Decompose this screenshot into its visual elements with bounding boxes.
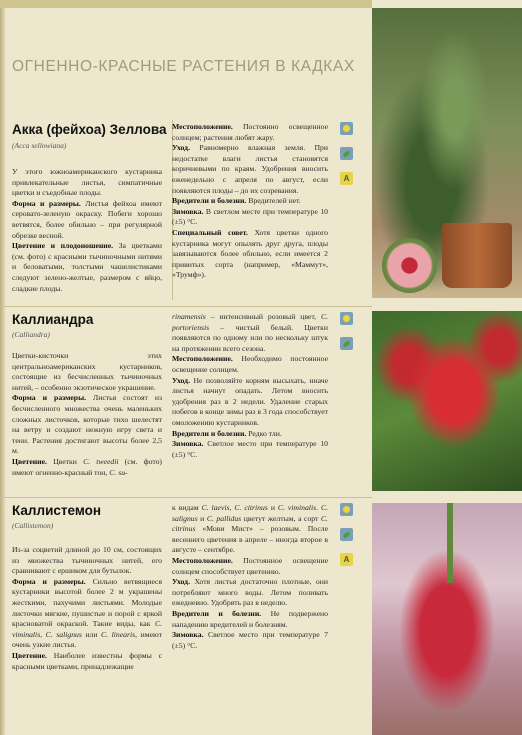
text: – чистый белый. Цветки появляются по одному или по нескольку штук на протяжении всего сезона. <box>172 322 328 353</box>
text-cvet-b: (см. фото) имеют огненно-красный тон, <box>12 456 162 477</box>
label-forma: Форма и размеры. <box>12 198 81 208</box>
species-name: C. laevis <box>201 503 230 512</box>
flower-stem <box>447 503 453 583</box>
leaf-icon <box>340 147 353 160</box>
section-title-calliandra: Каллиандра <box>12 312 94 327</box>
species-name: C. citrinus <box>234 503 268 512</box>
label-zima: Зимовка. <box>172 439 204 449</box>
text: , имеют очень узкие листья. <box>12 629 162 650</box>
difficulty-a-icon: A <box>340 553 353 566</box>
label-zima: Зимовка. <box>172 206 204 216</box>
text-cvet-a: Цветки <box>53 456 84 466</box>
sun-icon <box>340 122 353 135</box>
icon-column-callistemon <box>340 503 358 578</box>
text-sovet: Хотя цветки одного кустарника могут опылять друг друга, плоды завязываются более обильно, если имеется 2 привитых сорта (например, «Маммут», «Трумф»). <box>172 227 328 280</box>
text: . <box>316 503 321 512</box>
page-spine-shadow <box>0 0 6 735</box>
label-mesto: Местоположение. <box>172 555 233 565</box>
text-mesto: Постоянное освещение солнцем способствует цветению. <box>172 555 329 576</box>
text-cvet: За цветками (см. фото) с красными тычиночными нитями и беловатыми, толстыми чашелистиками следуют зелено-желтые, размером с яйцо, сладкие плоды. <box>12 241 163 293</box>
species-name: C. viminalis <box>277 503 317 512</box>
intro-text: У этого южноамериканского кустарника привлекательные листья, симпатичные цветки и съедобные плоды. <box>12 167 162 198</box>
species-name: C. citrinus <box>172 513 328 534</box>
latin-name-calliandra: (Calliandra) <box>12 330 50 339</box>
text: , <box>229 503 235 512</box>
text: – интенсивный розовый цвет, <box>205 312 321 321</box>
species-name: C. salignus <box>172 503 329 523</box>
sun-icon <box>340 503 353 516</box>
text-zima: Светлое место при температуре 7 (±5) °С. <box>172 630 329 650</box>
text: цветут желтым, а сорт <box>241 513 321 523</box>
section-title-callistemon: Каллистемон <box>12 503 102 518</box>
label-zima: Зимовка. <box>172 630 204 640</box>
text-vred: Редко тли. <box>248 428 282 438</box>
text-zima: Светлое место при температуре 10 (±5) °С. <box>172 439 329 459</box>
icon-column-acca <box>340 122 358 197</box>
text-forma: Листья фейхоа имеют серовато-зеленую окраску. Побеги хорошо ветвятся, более обильно – при регулярной обрезке весной. <box>12 198 162 240</box>
intro-text: Цветки-кисточки этих центральноамериканских кустарников, состоящие из бесчисленных тычиночных нитей, – особенно экзотическое украшение. <box>12 351 162 392</box>
column-calliandra-left <box>12 351 162 478</box>
column-calliandra-right <box>172 312 328 460</box>
text-uhod: Хотя листья достаточно плотные, они потребляют много воды. Летом поливать ежедневно. Удобрять раз в неделю. <box>172 577 329 608</box>
latin-name-callistemon: (Callistemon) <box>12 521 54 530</box>
photo-acca-plant <box>372 8 522 298</box>
section-divider <box>0 306 372 307</box>
text-uhod: Равномерно влажная земля. При недостатке влаги листья становятся коричневыми по краям. Удобрения вносить еженедельно с апреля по август, если появляются плоды – до их созревания. <box>172 143 329 195</box>
species-name: C. portoriensis <box>172 312 328 332</box>
sun-icon <box>340 312 353 325</box>
label-vred: Вредители и болезни. <box>172 608 262 618</box>
label-forma: Форма и размеры. <box>12 393 86 403</box>
icon-column-calliandra <box>340 312 358 362</box>
section-title-acca: Акка (фейхоа) Зеллова <box>12 122 167 137</box>
label-forma: Форма и размеры. <box>12 576 86 586</box>
species-name: C. tweedii <box>83 456 119 466</box>
column-callistemon-right <box>172 503 328 651</box>
leaf-icon <box>340 528 353 541</box>
latin-name-acca: (Acca sellowiana) <box>12 141 67 150</box>
column-callistemon-left <box>12 545 162 672</box>
text-cvet: Наиболее известны формы с красными цветками, принадлежащие <box>12 650 163 671</box>
text: «Мови Мист» – розовым. После весеннего цветения в апреле – иногда второе в августе – сентябре. <box>172 524 328 555</box>
difficulty-a-icon: A <box>340 172 353 185</box>
acca-flower <box>382 238 437 293</box>
label-vred: Вредители и болезни. <box>172 428 247 438</box>
species-name: C. su- <box>109 467 128 477</box>
label-uhod: Уход. <box>172 143 190 153</box>
label-uhod: Уход. <box>172 577 190 587</box>
label-mesto: Местоположение. <box>172 122 233 131</box>
text: или <box>81 629 102 639</box>
species-name: C. linearis <box>101 629 136 639</box>
species-name: C. viminalis <box>12 619 162 639</box>
label-cvet: Цветение. <box>12 456 47 466</box>
species-name: rinamensis <box>172 312 206 321</box>
label-vred: Вредители и болезни. <box>172 196 247 206</box>
text: и <box>197 513 207 523</box>
label-mesto: Местоположение. <box>172 354 233 364</box>
text-mesto: Постоянно освещенное солнцем; растения любят жару. <box>172 122 329 142</box>
species-name: C. salignus <box>45 629 82 639</box>
label-sovet: Специальный совет. <box>172 227 248 237</box>
text-vred: Вредителей нет. <box>248 196 301 206</box>
column-acca-left <box>12 167 162 294</box>
top-band <box>0 0 372 8</box>
text-mesto: Необходимо постоянное освещение солнцем. <box>172 354 328 374</box>
text: к видам <box>172 503 202 512</box>
section-divider <box>0 497 372 498</box>
label-uhod: Уход. <box>172 375 190 385</box>
column-acca-right <box>172 122 328 281</box>
text-vred: Не подвержено нападению вредителей и болезням. <box>172 608 328 629</box>
species-name: C. pallidus <box>206 513 242 523</box>
intro-text: Из-за соцветий длиной до 10 см, состоящих из множества тычиночных нитей, его сравнивают с ершиком для бутылок. <box>12 545 162 576</box>
text-forma: Сильно ветвящиеся кустарники высотой более 2 м украшены жесткими, пахучими листьями. Молодые листочки мягкие, пушистые и порой с яркой красноватой окраской. Такие виды, как <box>12 576 162 629</box>
text-zima: В светлом месте при температуре 10 (±5) °С. <box>172 206 329 227</box>
text-uhod: Не позволяйте корням высыхать, иначе листья начнут опадать. Летом вносить удобрения раз в 2 недели. Удаление старых побегов в конце зимы раз в 3 года способствует омоложению кустарников. <box>172 375 328 427</box>
label-cvet: Цветение и плодоношение. <box>12 241 114 251</box>
text-forma: Листья состоят из бесчисленного множества очень маленьких сложных листочков, которые тихо шелестят на ветру и создают нежную игру света и тени. Растения достигают высоты более 2,5 м. <box>12 393 162 456</box>
text: и <box>267 503 278 512</box>
text: , <box>40 629 46 639</box>
photo-calliandra-flowers <box>372 311 522 491</box>
photo-callistemon-flower <box>372 503 522 735</box>
leaf-icon <box>340 337 353 350</box>
label-cvet: Цветение. <box>12 650 47 660</box>
plant-pot <box>442 223 512 288</box>
page-header: ОГНЕННО-КРАСНЫЕ РАСТЕНИЯ В КАДКАХ <box>12 58 355 75</box>
